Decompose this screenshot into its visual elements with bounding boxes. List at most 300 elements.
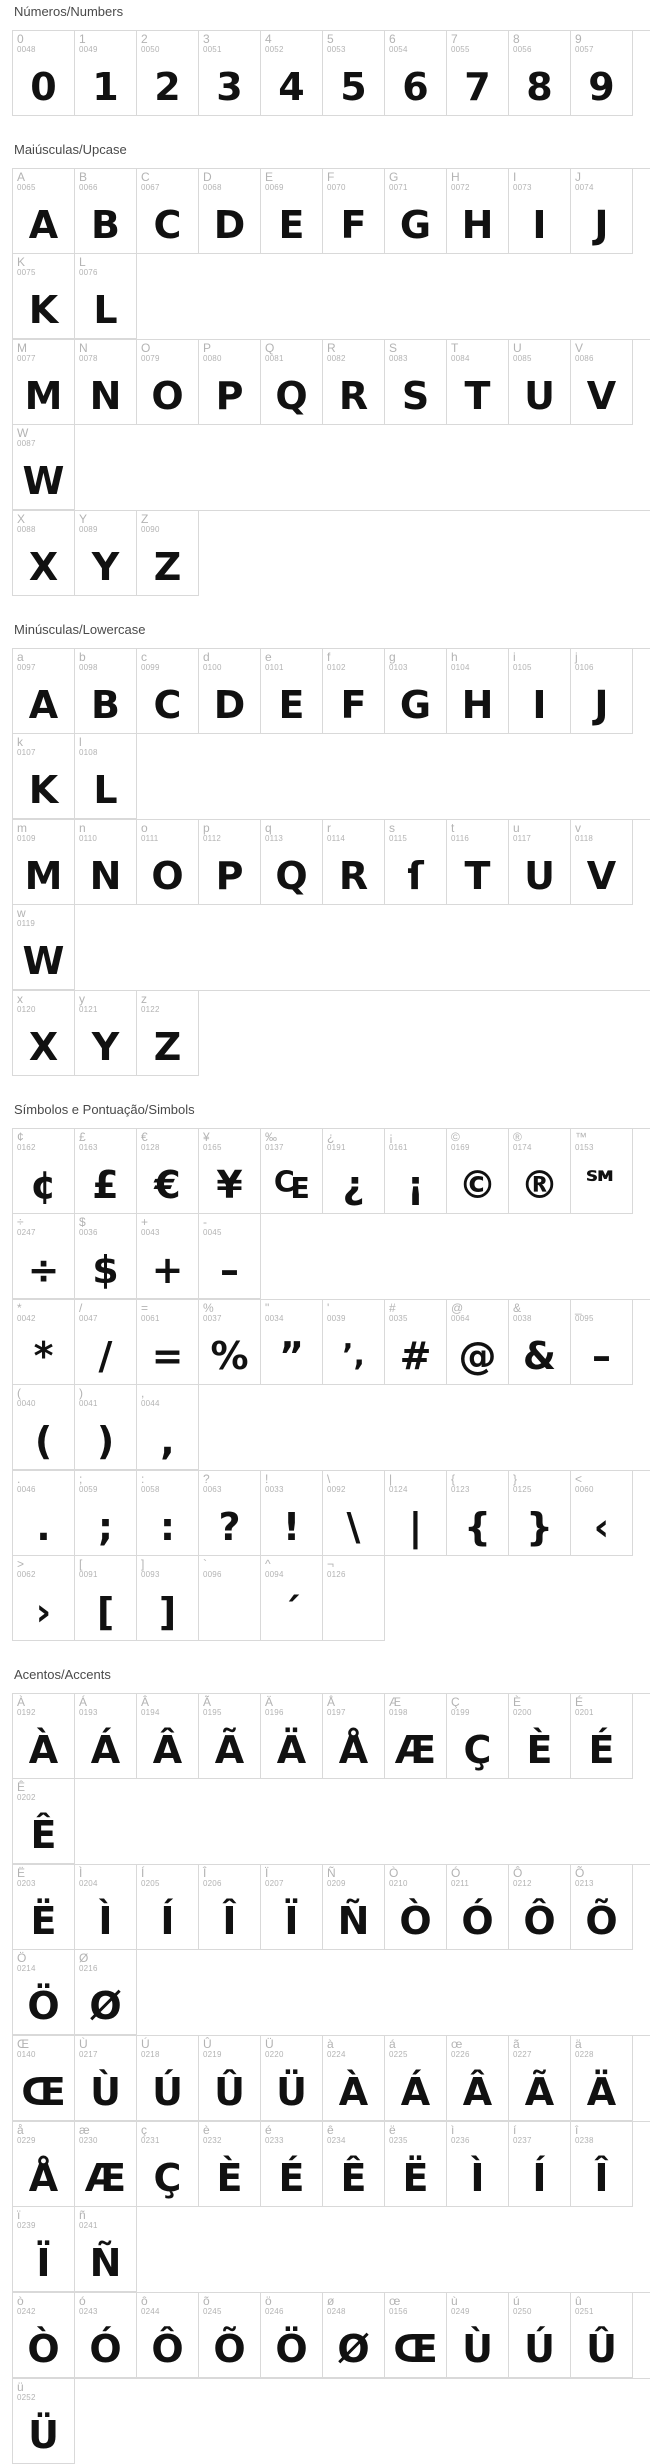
glyph-cell[interactable] [261,1300,323,1385]
glyph-cell[interactable] [13,2122,75,2207]
glyph-cell[interactable] [13,169,75,254]
glyph-cell[interactable] [571,340,633,425]
glyph-preview: E [278,203,305,247]
glyph-cell[interactable] [13,1865,75,1950]
glyph-cell[interactable] [509,820,571,905]
glyph-char-label: ^ [265,1557,271,1571]
glyph-preview: Ë [402,2156,429,2200]
glyph-code-label: 0100 [203,662,222,672]
glyph-cell[interactable] [13,1950,75,2035]
glyph-cell[interactable] [323,1865,385,1950]
glyph-cell[interactable] [447,169,509,254]
glyph-cell[interactable] [261,31,323,116]
glyph-cell[interactable] [137,2122,199,2207]
glyph-char-label: & [513,1301,522,1315]
glyph-char-label: ? [203,1472,210,1486]
glyph-cell[interactable] [199,340,261,425]
glyph-code-label: 0195 [203,1707,222,1717]
glyph-code-label: 0059 [79,1484,98,1494]
glyph-cell[interactable] [323,31,385,116]
glyph-cell[interactable] [447,1865,509,1950]
glyph-cell[interactable] [509,169,571,254]
glyph-char-label: À [17,1695,26,1709]
glyph-meta [75,1214,98,1237]
glyph-char-label: í [513,2123,517,2137]
glyph-cell[interactable] [385,2036,447,2121]
glyph-cell[interactable] [75,1129,137,1214]
glyph-cell[interactable] [13,1471,75,1556]
glyph-meta [571,649,594,672]
glyph-cell[interactable] [447,649,509,734]
glyph-cell[interactable] [261,2293,323,2378]
glyph-cell[interactable] [199,2293,261,2378]
glyph-cell[interactable] [199,1694,261,1779]
glyph-cell[interactable] [137,1556,199,1641]
glyph-cell[interactable] [137,649,199,734]
glyph-meta [137,1694,160,1717]
glyph-meta [13,649,36,672]
glyph-char-label: " [265,1301,270,1315]
glyph-cell[interactable] [137,1300,199,1385]
glyph-code-label: 0065 [17,182,36,192]
glyph-cell[interactable] [75,31,137,116]
glyph-code-label: 0162 [17,1142,36,1152]
glyph-cell[interactable] [571,2122,633,2207]
glyph-meta [199,1129,222,1152]
glyph-cell[interactable] [571,2036,633,2121]
glyph-cell[interactable] [75,2036,137,2121]
glyph-row [12,2121,650,2292]
glyph-char-label: n [79,821,86,835]
glyph-cell[interactable] [75,1950,137,2035]
glyph-cell[interactable] [509,1694,571,1779]
glyph-cell[interactable] [261,1556,323,1641]
glyph-cell[interactable] [571,1694,633,1779]
glyph-meta [509,820,531,843]
glyph-char-label: Z [141,512,149,526]
glyph-cell[interactable] [199,1300,261,1385]
glyph-cell[interactable] [261,169,323,254]
glyph-preview: ! [282,1505,301,1549]
glyph-preview: G [399,683,432,727]
glyph-cell[interactable] [447,1694,509,1779]
glyph-cell[interactable] [509,2122,571,2207]
glyph-cell[interactable] [13,905,75,990]
glyph-char-label: B [79,170,88,184]
glyph-cell[interactable] [199,820,261,905]
glyph-preview: Õ [585,1899,618,1943]
glyph-preview: Ü [276,2070,307,2114]
glyph-cell[interactable] [137,1214,199,1299]
glyph-cell[interactable] [13,31,75,116]
glyph-cell[interactable] [509,340,571,425]
glyph-cell[interactable] [75,1300,137,1385]
glyph-cell[interactable] [199,1214,261,1299]
glyph-cell[interactable] [137,2036,199,2121]
glyph-char-label: Ë [17,1866,26,1880]
glyph-meta [13,31,36,54]
glyph-cell[interactable] [261,820,323,905]
glyph-cell[interactable] [13,1214,75,1299]
glyph-cell[interactable] [385,169,447,254]
glyph-char-label: D [203,170,212,184]
glyph-char-label: õ [203,2294,210,2308]
glyph-cell[interactable] [137,820,199,905]
glyph-cell[interactable] [571,169,633,254]
glyph-cell[interactable] [75,169,137,254]
glyph-char-label: Ç [451,1695,460,1709]
glyph-meta [261,2293,284,2316]
glyph-code-label: 0216 [79,1963,98,1973]
glyph-cell[interactable] [75,2122,137,2207]
glyph-cell[interactable] [13,734,75,819]
glyph-cell[interactable] [13,649,75,734]
glyph-cell[interactable] [75,1471,137,1556]
glyph-code-label: 0200 [513,1707,532,1717]
glyph-cell[interactable] [509,1300,571,1385]
glyph-cell[interactable] [75,734,137,819]
glyph-preview: Z [153,545,182,589]
glyph-cell[interactable] [137,1129,199,1214]
glyph-meta [13,511,36,534]
glyph-cell[interactable] [137,511,199,596]
glyph-cell[interactable] [385,649,447,734]
glyph-cell[interactable] [323,1471,385,1556]
glyph-meta [13,1865,36,1888]
glyph-cell[interactable] [323,340,385,425]
glyph-cell[interactable] [385,1865,447,1950]
glyph-cell[interactable] [509,2293,571,2378]
glyph-code-label: 0212 [513,1878,532,1888]
glyph-cell[interactable] [323,1129,385,1214]
glyph-cell[interactable] [137,1471,199,1556]
glyph-cell[interactable] [509,649,571,734]
glyph-meta [13,2293,36,2316]
glyph-code-label: 0068 [203,182,222,192]
glyph-char-label: ( [17,1386,21,1400]
glyph-char-label: W [17,426,29,440]
glyph-cell[interactable] [13,2293,75,2378]
glyph-code-label: 0043 [141,1227,160,1237]
glyph-cell[interactable] [323,2036,385,2121]
glyph-char-label: - [203,1215,207,1229]
glyph-meta [385,169,408,192]
glyph-cell[interactable] [261,1129,323,1214]
glyph-cell[interactable] [13,2379,75,2464]
glyph-cell[interactable] [75,649,137,734]
glyph-code-label: 0230 [79,2135,98,2145]
glyph-cell[interactable] [137,1694,199,1779]
glyph-cell[interactable] [571,1300,633,1385]
glyph-meta [199,340,222,363]
glyph-meta [199,1300,222,1323]
glyph-code-label: 0239 [17,2220,36,2230]
glyph-cell[interactable] [199,1129,261,1214]
glyph-cell[interactable] [13,425,75,510]
glyph-code-label: 0165 [203,1142,222,1152]
glyph-preview: H [461,683,494,727]
glyph-cell[interactable] [13,1556,75,1641]
glyph-row [12,1128,650,1299]
glyph-cell[interactable] [447,340,509,425]
glyph-char-label: œ [451,2037,463,2051]
glyph-meta [199,1556,222,1579]
glyph-cell[interactable] [385,1129,447,1214]
glyph-preview: ₠ [273,1163,310,1207]
glyph-cell[interactable] [385,340,447,425]
glyph-code-label: 0196 [265,1707,284,1717]
glyph-cell[interactable] [199,2122,261,2207]
glyph-cell[interactable] [323,1300,385,1385]
glyph-preview: ) [96,1419,115,1463]
glyph-cell[interactable] [323,169,385,254]
glyph-code-label: 0126 [327,1569,346,1579]
glyph-char-label: ` [203,1557,207,1571]
glyph-cell[interactable] [13,2036,75,2121]
glyph-code-label: 0198 [389,1707,408,1717]
glyph-cell[interactable] [75,2293,137,2378]
glyph-char-label: E [265,170,274,184]
glyph-preview: ] [158,1590,177,1634]
glyph-cell[interactable] [199,169,261,254]
glyph-meta [571,31,594,54]
glyph-code-label: 0205 [141,1878,160,1888]
glyph-char-label: P [203,341,212,355]
glyph-preview: R [338,374,369,418]
glyph-cell[interactable] [571,1129,633,1214]
glyph-cell[interactable] [447,1300,509,1385]
glyph-preview: € [154,1163,181,1207]
glyph-cell[interactable] [199,2036,261,2121]
glyph-cell[interactable] [13,991,75,1076]
glyph-code-label: 0039 [327,1313,346,1323]
glyph-meta [137,1214,160,1237]
glyph-cell[interactable] [509,1865,571,1950]
glyph-cell[interactable] [571,820,633,905]
glyph-char-label: \ [327,1472,331,1486]
glyph-meta [199,1865,222,1888]
glyph-meta [137,1471,160,1494]
glyph-cell[interactable] [385,31,447,116]
glyph-cell[interactable] [137,31,199,116]
glyph-preview: | [408,1505,423,1549]
glyph-cell[interactable] [323,2293,385,2378]
glyph-cell[interactable] [13,1385,75,1470]
glyph-cell[interactable] [323,2122,385,2207]
glyph-code-label: 0047 [79,1313,98,1323]
glyph-preview: = [151,1334,184,1378]
glyph-cell[interactable] [137,991,199,1076]
glyph-preview: ÷ [27,1248,60,1292]
glyph-code-label: 0076 [79,267,98,277]
glyph-code-label: 0054 [389,44,408,54]
glyph-preview: T [464,374,491,418]
glyph-meta [13,1214,36,1237]
glyph-cell[interactable] [75,1556,137,1641]
glyph-cell[interactable] [509,31,571,116]
glyph-cell[interactable] [571,1471,633,1556]
glyph-cell[interactable] [385,1300,447,1385]
glyph-code-label: 0156 [389,2306,408,2316]
glyph-cell[interactable] [385,820,447,905]
glyph-cell[interactable] [447,2036,509,2121]
glyph-char-label: 1 [79,32,86,46]
glyph-cell[interactable] [447,2122,509,2207]
glyph-cell[interactable] [261,1471,323,1556]
glyph-cell[interactable] [571,649,633,734]
glyph-cell[interactable] [261,1865,323,1950]
glyph-preview: ® [520,1163,559,1207]
glyph-preview: 0 [30,65,57,109]
glyph-preview: V [586,374,617,418]
glyph-cell[interactable] [385,1471,447,1556]
glyph-cell[interactable] [199,1471,261,1556]
glyph-cell[interactable] [13,820,75,905]
glyph-cell[interactable] [75,2207,137,2292]
glyph-row [12,648,650,819]
glyph-char-label: 5 [327,32,334,46]
glyph-cell[interactable] [385,2293,447,2378]
glyph-code-label: 0232 [203,2135,222,2145]
glyph-cell[interactable] [199,31,261,116]
glyph-meta [261,31,284,54]
glyph-char-label: % [203,1301,214,1315]
glyph-cell[interactable] [137,169,199,254]
glyph-cell[interactable] [13,1300,75,1385]
glyph-cell[interactable] [323,820,385,905]
glyph-preview: } [525,1505,554,1549]
glyph-cell[interactable] [137,2293,199,2378]
glyph-char-label: Ê [17,1780,26,1794]
glyph-cell[interactable] [75,820,137,905]
glyph-meta [571,1471,594,1494]
glyph-cell[interactable] [13,340,75,425]
glyph-cell[interactable] [509,2036,571,2121]
glyph-char-label: O [141,341,151,355]
glyph-cell[interactable] [75,1385,137,1470]
glyph-cell[interactable] [75,511,137,596]
glyph-char-label: k [17,735,23,749]
glyph-preview: W [22,459,65,503]
glyph-preview: Y [91,1025,120,1069]
glyph-cell[interactable] [447,1471,509,1556]
glyph-cell[interactable] [571,2293,633,2378]
glyph-preview: M [24,374,63,418]
glyph-cell[interactable] [75,254,137,339]
glyph-meta [13,254,36,277]
glyph-cell[interactable] [261,340,323,425]
glyph-cell[interactable] [509,1471,571,1556]
glyph-preview: A [28,683,59,727]
glyph-preview: K [28,768,59,812]
glyph-preview: U [524,374,555,418]
glyph-cell[interactable] [137,1865,199,1950]
glyph-cell[interactable] [323,649,385,734]
glyph-preview: Á [90,1728,121,1772]
glyph-preview: X [28,1025,59,1069]
glyph-cell[interactable] [13,511,75,596]
glyph-char-label: } [513,1472,518,1486]
glyph-char-label: Î [203,1866,207,1880]
glyph-preview: Œ [393,2327,438,2371]
glyph-meta [323,1129,346,1152]
glyph-meta [385,1129,408,1152]
glyph-meta [199,1214,222,1237]
glyph-cell[interactable] [13,1129,75,1214]
glyph-row [12,2292,650,2378]
glyph-cell[interactable] [447,31,509,116]
glyph-meta [447,340,470,363]
glyph-cell[interactable] [75,340,137,425]
glyph-cell[interactable] [13,2207,75,2292]
glyph-cell[interactable] [199,649,261,734]
glyph-cell[interactable] [261,2036,323,2121]
glyph-code-label: 0201 [575,1707,594,1717]
glyph-cell[interactable] [13,1694,75,1779]
glyph-char-label: Û [203,2037,212,2051]
glyph-cell[interactable] [261,2122,323,2207]
glyph-cell[interactable] [447,1129,509,1214]
glyph-row [12,30,650,116]
glyph-code-label: 0097 [17,662,36,672]
glyph-code-label: 0137 [265,1142,284,1152]
glyph-cell[interactable] [571,31,633,116]
glyph-cell[interactable] [447,820,509,905]
glyph-preview: G [399,203,432,247]
glyph-meta [137,1865,160,1888]
glyph-cell[interactable] [385,2122,447,2207]
glyph-preview: 9 [588,65,615,109]
glyph-meta [13,2379,36,2402]
glyph-meta [137,1556,160,1579]
glyph-cell[interactable] [75,1865,137,1950]
glyph-preview: * [33,1334,54,1378]
glyph-preview: Ø [337,2327,370,2371]
glyph-cell[interactable] [137,340,199,425]
glyph-cell[interactable] [75,991,137,1076]
glyph-cell[interactable] [75,1214,137,1299]
glyph-char-label: ' [327,1301,330,1315]
glyph-code-label: 0071 [389,182,408,192]
glyph-cell[interactable] [261,1694,323,1779]
glyph-meta [323,2122,346,2145]
glyph-cell[interactable] [323,1694,385,1779]
glyph-cell[interactable] [571,1865,633,1950]
glyph-cell[interactable] [13,254,75,339]
glyph-char-label: o [141,821,148,835]
glyph-code-label: 0074 [575,182,594,192]
glyph-cell[interactable] [199,1556,261,1641]
glyph-char-label: p [203,821,210,835]
glyph-code-label: 0122 [141,1004,160,1014]
glyph-char-label: î [575,2123,579,2137]
glyph-cell[interactable] [13,1779,75,1864]
glyph-char-label: i [513,650,516,664]
glyph-cell[interactable] [509,1129,571,1214]
glyph-cell[interactable] [199,1865,261,1950]
glyph-cell[interactable] [385,1694,447,1779]
glyph-cell[interactable] [137,1385,199,1470]
glyph-cell[interactable] [323,1556,385,1641]
glyph-char-label: 8 [513,32,520,46]
glyph-cell[interactable] [261,649,323,734]
glyph-cell[interactable] [75,1694,137,1779]
glyph-char-label: { [451,1472,456,1486]
glyph-char-label: h [451,650,458,664]
glyph-meta [13,820,36,843]
glyph-cell[interactable] [447,2293,509,2378]
glyph-meta [261,169,284,192]
